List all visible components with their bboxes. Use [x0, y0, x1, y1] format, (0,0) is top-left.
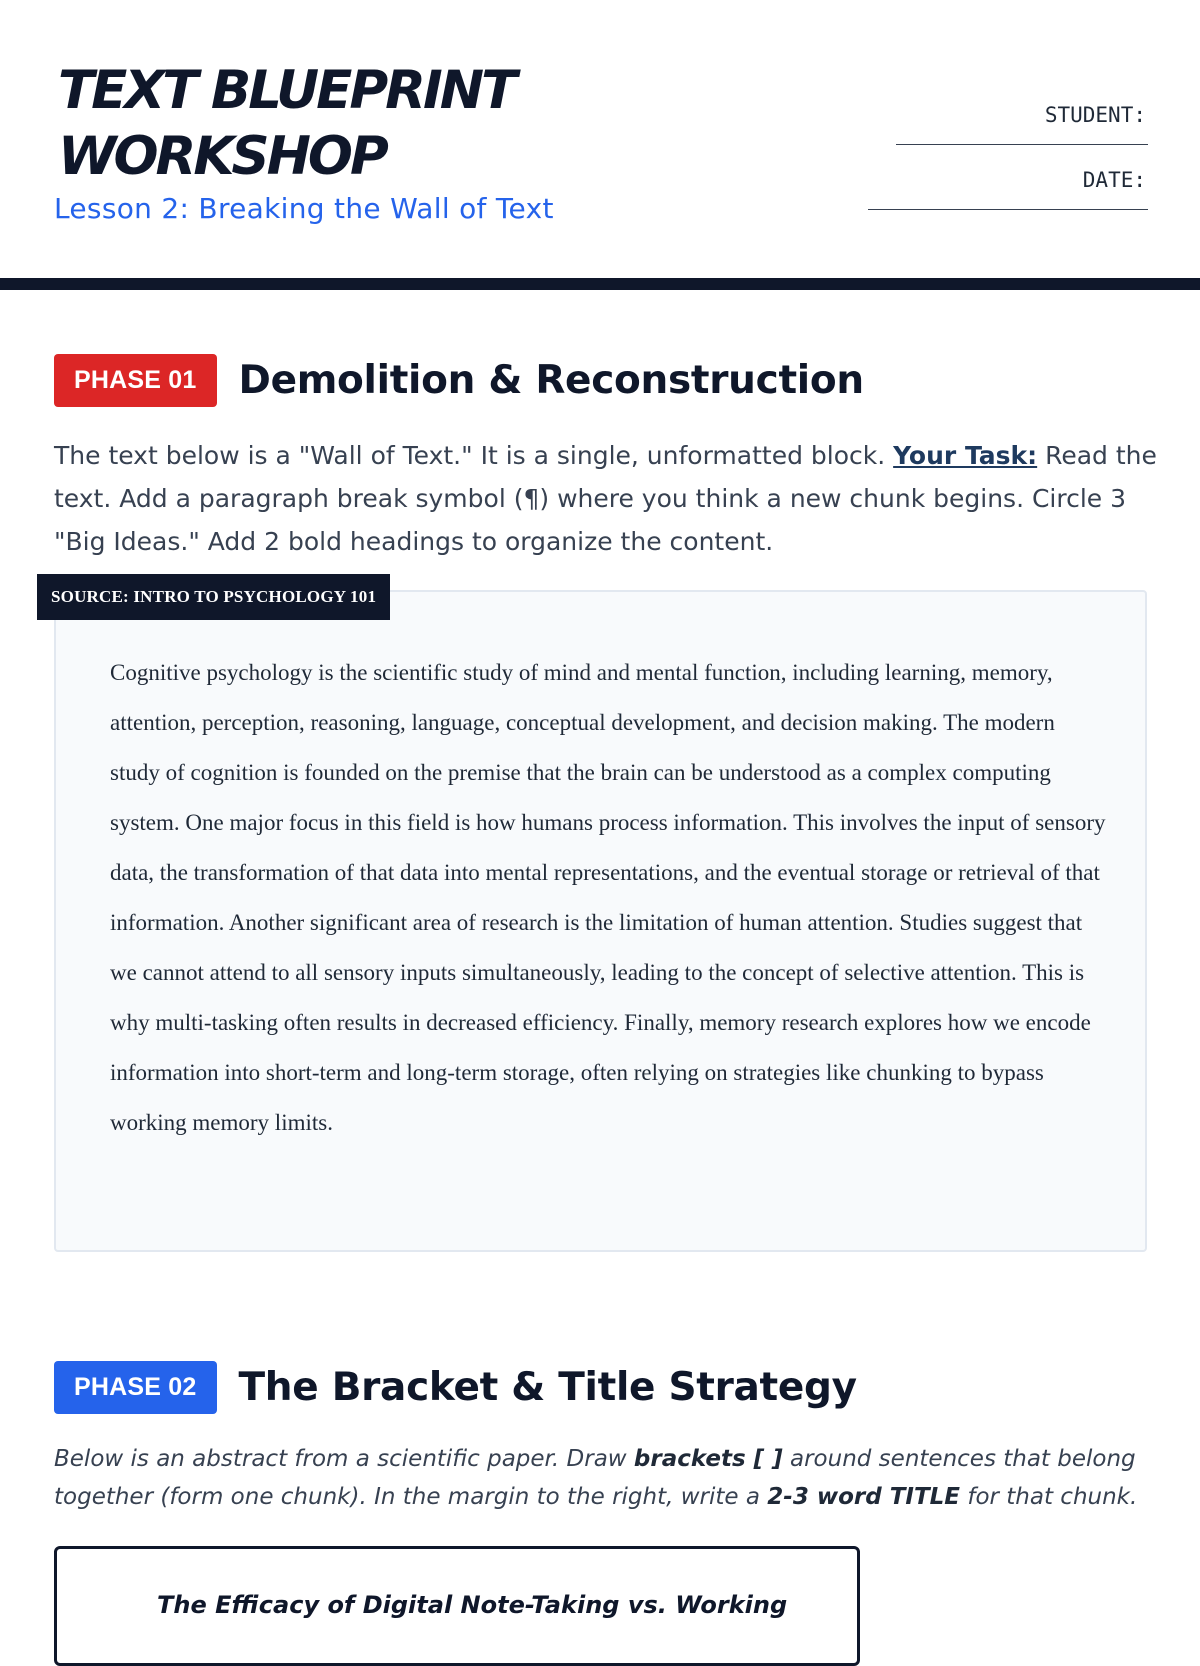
wall-of-text: Cognitive psychology is the scientific study of mind and mental function, including learning, memory, attention, perception, reasoning, language, conceptual development, and decision making. The modern study of cognition is founded on the premise that the brain can be understood as a complex computing system. One major focus in this field is how humans process information. This involves the input of sensory data, the transformation of that data into mental representations, and the eventual storage or retrieval of that information. Another significant area of research is the limitation of human attention. Studies suggest that we cannot attend to all sensory inputs simultaneously, leading to the concept of selective attention. This is why multi-tasking often results in decreased efficiency. Finally, memory research explores how we encode information into short-term and long-term storage, often relying on strategies like chunking to bypass working memory limits.	[110, 660, 1106, 1135]
phase-1-instructions	[54, 434, 1164, 563]
student-info	[848, 100, 1148, 230]
student-label: STUDENT:	[1044, 103, 1146, 127]
title-line-2: WORKSHOP	[58, 126, 386, 187]
phase-1-badge: PHASE 01	[54, 354, 217, 407]
student-name-line[interactable]	[896, 144, 1148, 145]
worksheet-header	[0, 0, 1200, 290]
abstract-title: The Efficacy of Digital Note-Taking vs. Working	[157, 1591, 788, 1619]
abstract-box	[54, 1546, 860, 1666]
date-label: DATE:	[1082, 168, 1146, 192]
phase-2-badge: PHASE 02	[54, 1361, 217, 1414]
instructions-part-2: around sentences that belong together (form one chunk). In the margin to the right, write a	[54, 1446, 1136, 1510]
phase-1-heading	[54, 354, 864, 407]
lesson-subtitle: Lesson 2: Breaking the Wall of Text	[54, 192, 554, 225]
instructions-part-1: Below is an abstract from a scientific paper. Draw	[54, 1446, 634, 1472]
instructions-bold-brackets: brackets [ ]	[633, 1446, 783, 1472]
title-line-1: TEXT BLUEPRINT	[58, 60, 515, 121]
instructions-bold-title: 2-3 word TITLE	[767, 1484, 961, 1510]
phase-2-title: The Bracket & Title Strategy	[238, 1365, 857, 1410]
date-line[interactable]	[868, 209, 1148, 210]
instructions-task: Read the text. Add a paragraph break symbol (¶) where you think a new chunk begins. Circle 3 "Big Ideas." Add 2 bold headings to organize the content.	[54, 441, 1157, 556]
instructions-intro: The text below is a "Wall of Text." It is a single, unformatted block.	[54, 441, 894, 470]
phase-1-title: Demolition & Reconstruction	[238, 358, 864, 403]
worksheet-title	[58, 58, 514, 190]
instructions-part-3: for that chunk.	[960, 1484, 1138, 1510]
phase-2-instructions	[54, 1440, 1164, 1516]
phase-2-heading	[54, 1361, 857, 1414]
task-label: Your Task:	[893, 441, 1038, 470]
source-label: SOURCE: INTRO TO PSYCHOLOGY 101	[37, 574, 390, 620]
